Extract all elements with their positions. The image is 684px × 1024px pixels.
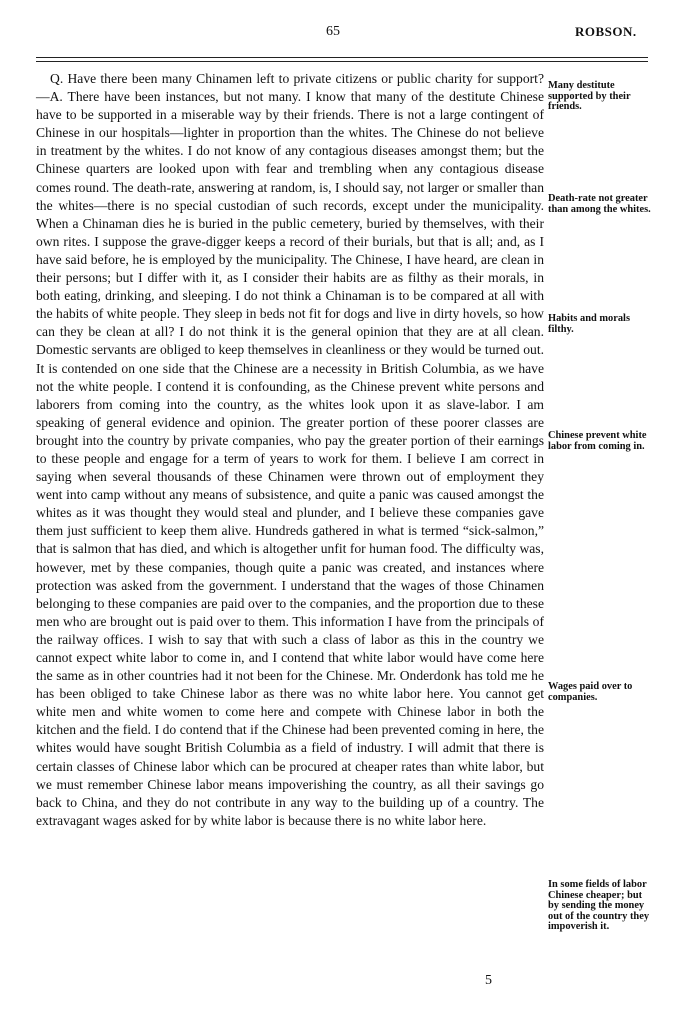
header-rule-top — [36, 57, 648, 58]
running-head: ROBSON. — [575, 24, 637, 39]
signature-number: 5 — [485, 973, 492, 988]
sidenote-cheaper-labor: In some fields of labor Chinese cheaper; but by sending the money out of the country they impoverish it. — [548, 879, 650, 933]
sidenote-habits: Habits and morals filthy. — [548, 313, 630, 335]
sidenote-white-labor: Chinese prevent white labor from coming in. — [548, 430, 647, 452]
header-rule-bottom — [36, 61, 648, 62]
page-header — [0, 22, 684, 42]
sidenote-death-rate: Death-rate not greater than among the whites. — [548, 193, 651, 215]
page-number: 65 — [326, 24, 340, 39]
sidenote-destitute: Many destitute supported by their friends. — [548, 80, 631, 113]
testimony-paragraph: Q. Have there been many Chinamen left to private citizens or public charity for support?—A. There have been instances, but not many. I know that many of the destitute Chinese have to be supported in a miserable way by their friends. There is not a large contingent of Chinese in our hospitals—lighter in proportion than the whites. The Chinese do not believe in treatment by the whites. I do not know of any contagious diseases amongst them; but the Chinese quarters are looked upon with fear and trembling when any contagious disease comes round. The death-rate, answering at random, is, I should say, not larger or smaller than the whites—there is no special custodian of such records, except under the municipality. When a Chinaman dies he is buried in the public cemetery, buried by themselves, with their own rites. I suppose the grave-digger keeps a record of their burials, but that is all; and, as I have said before, he is employed by the municipality. The Chinese, I have heard, are clean in their persons; but I differ with it, as I consider their habits are as filthy as their morals, in both eating, drinking, and sleeping. I do not think a Chinaman is to be compared at all with the habits of white people. They sleep in beds not fit for dogs and live in dirty hovels, so how can they be clean at all? I do not think it is the general opinion that they are at all clean. Domestic servants are obliged to keep themselves in cleanliness or they would be turned out. It is contended on one side that the Chinese are a necessity in British Columbia, as we have not the white people. I contend it is confounding, as the Chinese prevent white persons and laborers from coming into the country, as the whites look upon it as slave-labor. I am speaking of general evidence and opinion. The greater portion of these poorer classes are brought into the country by private companies, who pay the greater portion of their earnings to these people and engage for a term of years to work for them. I believe I am correct in saying when several thousands of these Chinamen were thrown out of employment they went into camp without any means of subsistence, and quite a panic was caused amongst the whites as it was thought they would steal and plunder, and I believe these companies gave them just sufficient to keep them alive. Hundreds gathered in what is termed “sick-salmon,” that is salmon that has died, and which is altogether unfit for human food. The difficulty was, however, met by these companies, though quite a panic was created, and instances where protection was asked from the government. I understand that the wages of those Chinamen belonging to these companies are paid over to the companies, and the proportion due to these men who are brought out is paid over to them. This information I have from the principals of the railway offices. I wish to say that with such a class of labor as this in the country we cannot expect white labor to come in, and I contend that white labor would have come here the same as in other countries had it not been for the Chinese. Mr. Onderdonk has told me he has been obliged to take Chinese labor as there was no white labor here. You cannot get white men and white women to come here and compete with Chinese labor in both the kitchen and the field. I do contend that if the Chinese had been prevented coming in here, the whites would have sought British Columbia as a field of industry. I will admit that there is certain classes of Chinese labor which can be procured at cheaper rates than white labor, but we must remember Chinese labor means impoverishing the country, as all their savings go back to China, and they do not contribute in any way to the building up of a country. The extravagant wages asked for by white labor is because there is no white labor here. — [36, 71, 544, 828]
sidenote-wages: Wages paid over to companies. — [548, 681, 633, 703]
